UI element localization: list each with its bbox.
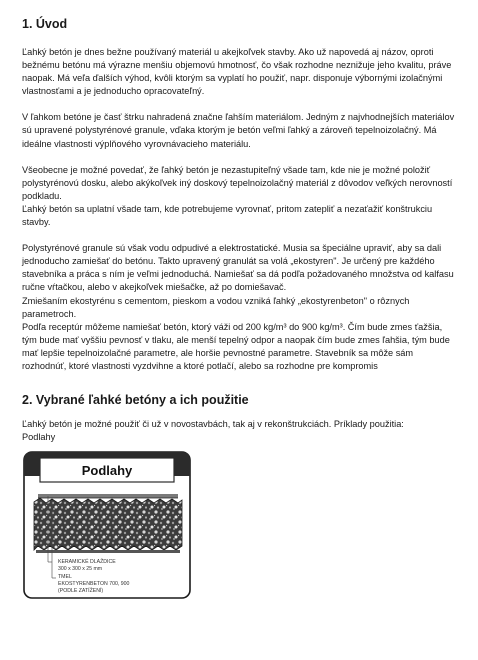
paragraph-3: Všeobecne je možné povedať, že ľahký betón je nezastupiteľný všade tam, kde nie je možné položiť polystyrénovú dosku, alebo akýkoľvek iný doskový tepelnoizolačný materiál z dôvodov veľkých nerovností podkladu. xyxy=(22,164,453,201)
floor-diagram-svg xyxy=(22,450,194,600)
section-1-heading: 1. Úvod xyxy=(22,17,68,31)
label-mortar: TMEL xyxy=(58,574,72,581)
label-tiles: KERAMICKÉ DLAŽDICE xyxy=(58,559,116,566)
section-2-heading: 2. Vybrané ľahké betóny a ich použitie xyxy=(22,393,249,408)
section-2-subtitle: Podlahy xyxy=(22,432,56,443)
paragraph-1: Ľahký betón je dnes bežne používaný materiál u akejkoľvek stavby. Ako už napovedá aj názov, oproti bežnému betónu má výrazne menšiu objemovú hmotnosť, čo však rozhodne neznižuje jeho kvalitu, práve naopak. Má veľa ďalších výhod, kvôli ktorým sa vyplatí ho použiť, napr. disponuje výbornými izolačnými vlastnosťami a je jednoducho opracovateľný. xyxy=(22,47,452,97)
paragraph-6: Zmiešaním ekostyrénu s cementom, pieskom a vodou vzniká ľahký „ekostyrenbeton" o rôznych parametroch. xyxy=(22,295,410,319)
diagram-title: Podlahy xyxy=(81,463,133,479)
paragraph-5: Polystyrénové granule sú však vodu odpudivé a elektrostatické. Musia sa špeciálne upraviť, aby sa dali jednoducho zamiešať do betónu. Takto upravený granulát sa volá „ekostyren". Je určený pre každého stavebníka a práca s ním je veľmi jednoduchá. Namiešať sa dá podľa požadovaného množstva od kalfasu ručne vŕtačkou, alebo v akejkoľvek miešačke, až po domiešavač. xyxy=(22,243,454,293)
label-tile-size: 300 x 300 x 25 mm xyxy=(58,566,103,573)
label-load-note: (PODLE ZATÍŽENÍ) xyxy=(58,588,104,595)
section-2-intro: Ľahký betón je možné použiť či už v novostavbách, tak aj v rekonštrukciách. Príklady použitia: xyxy=(22,419,404,430)
paragraph-4: Ľahký betón sa uplatní všade tam, kde potrebujeme vyrovnať, pritom zatepliť a nezaťažiť konštrukciu stavby. xyxy=(22,203,433,228)
paragraph-7: Podľa receptúr môžeme namiešať betón, ktorý váži od 200 kg/m³ do 900 kg/m³. Čím bude zmes ťažšia, tým bude mať vyššiu pevnosť v tlaku, ale menší tepelný odpor a naopak čím bude zmes ľahšia, tým bude mať lepšie tepelnoizolačné parametre, ale horšie pevnostné parametre. Stavebník sa môže sám rozhodnúť, ktoré vlastnosti vyzdvihne a ktoré potlačí, alebo sa rozhodne pre kompromis xyxy=(22,321,450,371)
paragraph-2: V ľahkom betóne je časť štrku nahradená značne ľahším materiálom. Jedným z najvhodnejších materiálov sú upravené polystyrénové granule, vďaka ktorým je betón veľmi ľahký a zároveň tepelnoizolačný. Má ideálne vlastnosti výplňového vyrovnávacieho materiálu. xyxy=(22,112,455,149)
floor-diagram xyxy=(22,450,194,600)
label-ekostyrenbeton: EKOSTYRENBETON 700, 900 xyxy=(58,581,130,588)
